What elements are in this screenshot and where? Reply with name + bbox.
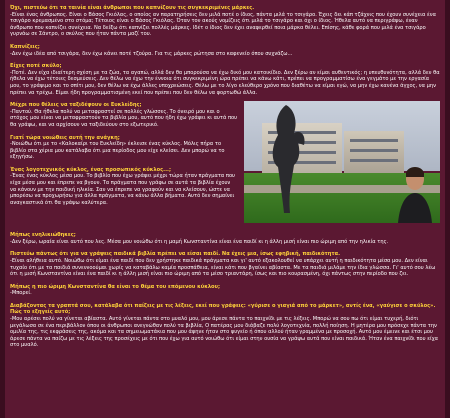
answer: -Μπορεί. [10, 290, 32, 297]
interview-text [5, 0, 445, 349]
answer: -Δεν ξέρω, ωραία είναι αυτό που λες. Μέσα μου νοιώθω ότι η μαμή Κωνσταντίνα είναι ένα παιδί κι η άλλη μισή είναι πιο ώριμη από την ηλικία της. [10, 238, 389, 245]
answer: -Παντού. Θα ήθελα πολύ να μεταφραστεί σε πολλές γλώσσες. Το όνειρό μου και ο στόχος μου είναι να μεταφραστούν τα βιβλία μου, αυτό που ήδη έχω γράψει κι αυτά που θα γράψω, και να αρχίσουν να ταξιδεύουν στο εξωτερικό. [10, 108, 238, 128]
question: Μέχρι που θέλεις να ταξιδέψουν οι Ευκλείδης; [10, 102, 142, 109]
question: Είχες ποτέ σκύλο; [10, 63, 62, 70]
answer: -Είναι ένας άνθρωπος. Είναι ο Βάσος Γκιόλας, ο οποίος αν παρατηρήσεις δεν μιλά ποτέ ο ίδιος, πάντα μιλά το τσιγάρο. Έχεις δει κάπ τζάχνις που έχουν συνέχεια ένα τσιγάρο κρεμασμένο στο στόμα; Τέτοιος είναι ο Βάσος Γκιόλας. Όταν τον ακούς νομίζεις ότι μιλά το τσιγάρο και όχι ο ίδιος. Ήθελα αυτό να περιγράψω, έναν άνθρωπο που καπνίζει συνέχεια. Να δείξω ότι καπνίζει πολλές μάρκες. Ιδέτ ο ίδιος δεν έχει αναφερθεί ποια μάρκα θέλει. Επίσης, κάθε φορά που μιλά ένα τσιγάρο γυρνάω σε Σάντρο, ο σκύλος που ήταν πάντα μαζί του. [10, 11, 436, 38]
author-photo [244, 101, 440, 223]
answer: -Δεν έχω ιδέα από τσιγάρα, δεν έχω κάνει ποτέ τζούρα. Για τις μάρκες ρώτησα στο καφενείο όπου συχνάζω... [10, 50, 293, 57]
author-figure [396, 163, 434, 223]
answer: -Είναι αλήθεια αυτό. Νοιώθω ότι είμαι ένα παιδί που δεν χρήστηκε παιδικά πράγματα και γι' αυτό εξακολουθεί να υπάρχει αυτή η παιδικότητα μέσα μου. Δεν είναι τυχαίο ότι με τα παιδιά συνεννοούμαι χωρίς να καταβάλω καμία προσπάθεια, είναι κάτι που βγαίνει αβίαστα. Με τα παιδιά μιλάμε την ίδια γλώσσα. Γι' αυτό σου λέω ότι η μισή Κωνσταντίνα είναι ένα παιδί κι η άλλη μισή είναι πιο ώριμη από τα μέσο τριαντάρη, ίσως και πιο κουρασμένη, όχι πάντως στην περίοδο που ζει. [10, 257, 436, 278]
question: Καπνίζεις; [10, 43, 40, 50]
answer: -Μου αρέσει πολύ να γίνεται αβίαστα. Αυτό γίνεται πάντα στο μυαλό μου, μου άρεσε πάντα το παιχνίδι με τις λέξεις. Μπορώ να σου πω ότι είμαι τυχερή, διότι μεγάλωσα σε ένα περιβάλλον όπου οι άνθρωποι ανεγνώθαν πολύ τα βιβλία, Ο πατέρας μου διάβαζε πολύ λογοτεχνία, πολλή ποίηση. Η μητέρα μου πρόσεχε πάντα την ομιλία της, τις εκφράσεις της, ακόμα και τα σημειωματάκια που μου άφηνε ήταν στο ψυγείο ή όπου αλλού ήταν γραμμένα με προσοχή. Αυτό μου έμεινε και έτσι μου άρεσε πάντα να παίζω με τις λέξεις της προσέχεις με ότι που έχω για αυτό νοιώθω ότι είμαι στην ουσία να γράψω αυτά που είναι παιδικά. Ήταν ένα παιχνίδι που είχα στο μυαλό. [10, 316, 439, 349]
question: Μήπως η πιο ώριμη Κωνσταντίνα θα είναι το θέμα του επόμενου κύκλου; [10, 283, 221, 290]
question: Ένας λογοτεχνικός κύκλος, ένας προσωπικός κύκλος...; [10, 166, 171, 173]
answer: -Ποτέ. Δεν είχα ιδιαίτερη σχέση με τα ζώα, τα αγαπώ, αλλά δεν θα μπορούσα να έχω δικό μου κατοικίδιο. Δεν ξέρω αν είμαι αυθεντικός; η υπευθυνότητα, αλλά δεν θα ήθελα να έχω τέτοιες δεσμεύσεις. Δεν θέλω να έχω την έννοια ότι συγκεκριμένη ώρα πρέπει να κάνω κάτι, πρέπει να προγραμματίσω ένα γεγμάτο με την εργασία μου, το γράψιμο και το σπίτι μου, δεν θέλω να έχω άλλες υποχρεώσεις. Θέλω με το λίγο ελεύθερο χρόνο που διαθέτω να είμαι εγώ, να μην έχω κανένα άγχος, να μην πρέπει να τρέχω. Είμαι ήδη προγραμματισμένη εκεί που πρέπει που δεν θέλω να φορτωθώ άλλα. [10, 69, 440, 96]
statue [264, 103, 308, 215]
question: Γιατί τώρα νοιώθεις αυτή την ανάγκη; [10, 134, 120, 141]
answer: -Ένας ένας κύκλος μέσα μου. Το βιβλίο που έχω γράψει μέχρι τώρα ήταν πράγματα που είχα μέσα μου και έπρεπε να βγουν. Τα πράγματα που γράφω σε αυτά τα βιβλία έχουν να κάνουν με την παιδική ηλικία. Σαν να έπρεπε να γραφούν και να κλείσουν, ώστε να μπορέσω να προχωρήσω για άλλα πράγματα, να κάνω άλλα βήματα. Αυτό δεν σημαίνει αναγκαστικά ότι θα γράψω καλύτερα. [10, 173, 236, 206]
question: Όχι, πιστεύω ότι τα ταινία είναι άνθρωποι που καπνίζουν τις συγκεκριμένες μάρκες. [10, 5, 255, 11]
question: Μήπως ενηλικιώθηκες; [10, 232, 76, 239]
article-page [5, 0, 445, 418]
question: Πιστεύω πάντως ότι για να γράψεις παιδικά βιβλία πρέπει να είσαι παιδί. Να έχεις μια, ίσως εφηβική, παιδικότητα. [10, 251, 341, 258]
question: Διαβάζοντας τα γραπτά σου, κατάλαβα ότι παίζεις με τις λέξεις, εκεί που γράφεις: «γύρισε ο γιαγιά από το μάρκετ», αντίς ένα, «γαύγισε ο σκύλος». Πώς το εξηγείς αυτό; [10, 302, 436, 316]
answer: -Νοιώθω ότι με το «Καλοκαίρι του Ευκλείδη» έκλεισε ένας κύκλος. Μόλις πήρα το βιβλίο στα χέρια μου κατάλαβα ότι μια περίοδος μου είχε κλείσει. Δεν μπορώ να το εξηγήσω. [10, 141, 225, 161]
